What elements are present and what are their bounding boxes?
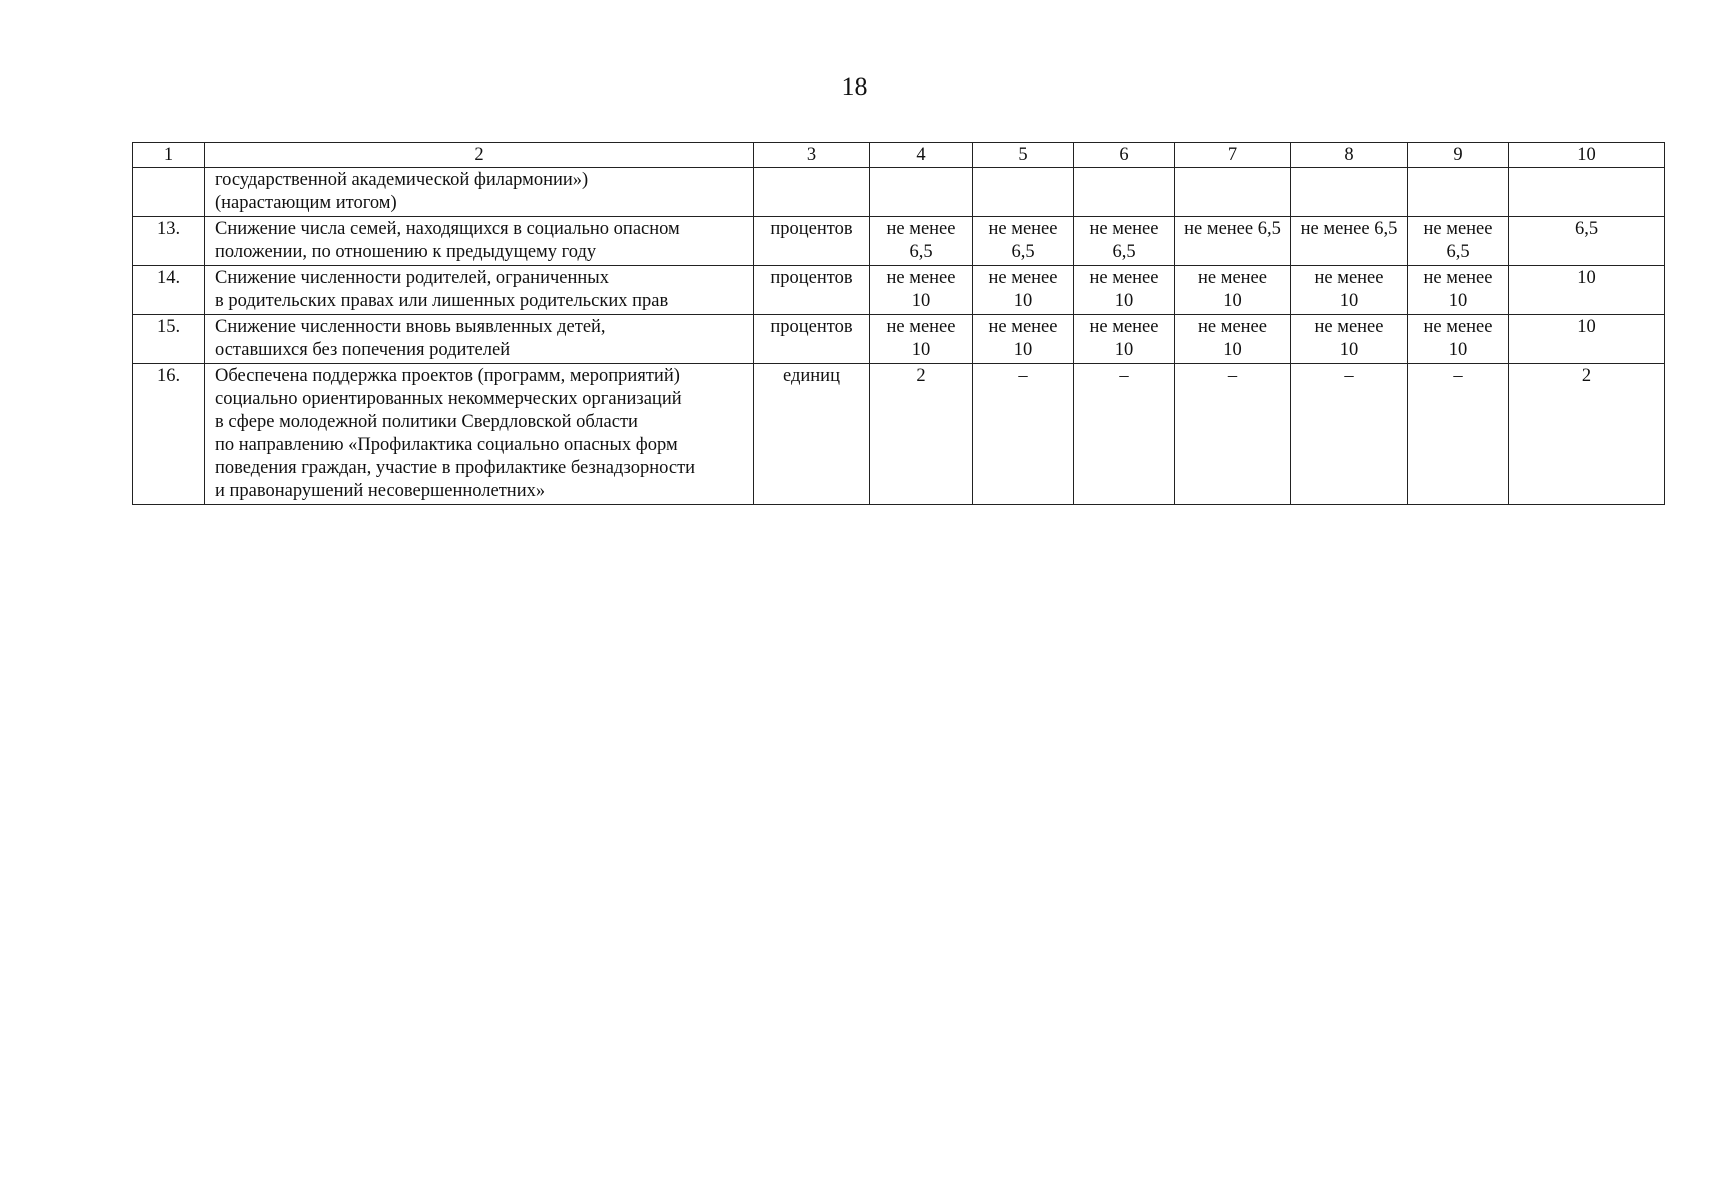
value-cell: не менее 10 <box>1175 266 1291 315</box>
value-cell <box>1175 168 1291 217</box>
table-row <box>133 315 1665 364</box>
header-cell: 2 <box>205 143 754 168</box>
value-cell: не менее 10 <box>1291 266 1408 315</box>
unit-cell: процентов <box>754 315 870 364</box>
header-cell: 5 <box>973 143 1074 168</box>
value-cell <box>1509 168 1665 217</box>
indicator-name-cell: Снижение численности вновь выявленных детей, оставшихся без попечения родителей <box>205 315 754 364</box>
indicator-name-cell: государственной академической филармонии») (нарастающим итогом) <box>205 168 754 217</box>
value-cell <box>1074 168 1175 217</box>
value-cell: 2 <box>1509 364 1665 505</box>
value-cell <box>1408 168 1509 217</box>
value-cell: 10 <box>1509 266 1665 315</box>
header-cell: 4 <box>870 143 973 168</box>
value-cell: – <box>1408 364 1509 505</box>
value-cell: не менее 10 <box>870 315 973 364</box>
row-number-cell: 15. <box>133 315 205 364</box>
header-cell: 9 <box>1408 143 1509 168</box>
value-cell: – <box>1291 364 1408 505</box>
table-row <box>133 168 1665 217</box>
page-number: 18 <box>841 72 868 101</box>
table-row <box>133 364 1665 505</box>
value-cell <box>973 168 1074 217</box>
table-row <box>133 217 1665 266</box>
value-cell: не менее 10 <box>1408 315 1509 364</box>
header-cell: 8 <box>1291 143 1408 168</box>
unit-cell <box>754 168 870 217</box>
value-cell: не менее 10 <box>1175 315 1291 364</box>
value-cell: 2 <box>870 364 973 505</box>
unit-cell: единиц <box>754 364 870 505</box>
header-cell: 1 <box>133 143 205 168</box>
value-cell: не менее 6,5 <box>973 217 1074 266</box>
value-cell: не менее 6,5 <box>1074 217 1175 266</box>
table-row <box>133 266 1665 315</box>
value-cell: не менее 6,5 <box>1175 217 1291 266</box>
value-cell: – <box>973 364 1074 505</box>
header-cell: 6 <box>1074 143 1175 168</box>
value-cell <box>870 168 973 217</box>
header-cell: 3 <box>754 143 870 168</box>
value-cell: не менее 10 <box>1408 266 1509 315</box>
value-cell <box>1291 168 1408 217</box>
indicator-name-cell: Снижение численности родителей, ограниченных в родительских правах или лишенных родительских прав <box>205 266 754 315</box>
value-cell: не менее 10 <box>870 266 973 315</box>
row-number-cell <box>133 168 205 217</box>
value-cell: – <box>1175 364 1291 505</box>
value-cell: – <box>1074 364 1175 505</box>
value-cell: не менее 10 <box>1074 266 1175 315</box>
header-cell: 7 <box>1175 143 1291 168</box>
value-cell: 6,5 <box>1509 217 1665 266</box>
unit-cell: процентов <box>754 266 870 315</box>
value-cell: не менее 6,5 <box>1408 217 1509 266</box>
value-cell: не менее 10 <box>973 315 1074 364</box>
row-number-cell: 13. <box>133 217 205 266</box>
indicator-name-cell: Снижение числа семей, находящихся в социально опасном положении, по отношению к предыдущему году <box>205 217 754 266</box>
value-cell: не менее 6,5 <box>1291 217 1408 266</box>
header-cell: 10 <box>1509 143 1665 168</box>
value-cell: не менее 10 <box>1074 315 1175 364</box>
indicators-table <box>132 142 1665 505</box>
indicator-name-cell: Обеспечена поддержка проектов (программ, мероприятий) социально ориентированных некоммерческих организаций в сфере молодежной политики Свердловской области по направлению «Профилактика социально опасных форм поведения граждан, участие в профилактике безнадзорности и правонарушений несовершеннолетних» <box>205 364 754 505</box>
header-row <box>133 143 1665 168</box>
row-number-cell: 16. <box>133 364 205 505</box>
value-cell: 10 <box>1509 315 1665 364</box>
value-cell: не менее 10 <box>973 266 1074 315</box>
row-number-cell: 14. <box>133 266 205 315</box>
value-cell: не менее 6,5 <box>870 217 973 266</box>
value-cell: не менее 10 <box>1291 315 1408 364</box>
unit-cell: процентов <box>754 217 870 266</box>
